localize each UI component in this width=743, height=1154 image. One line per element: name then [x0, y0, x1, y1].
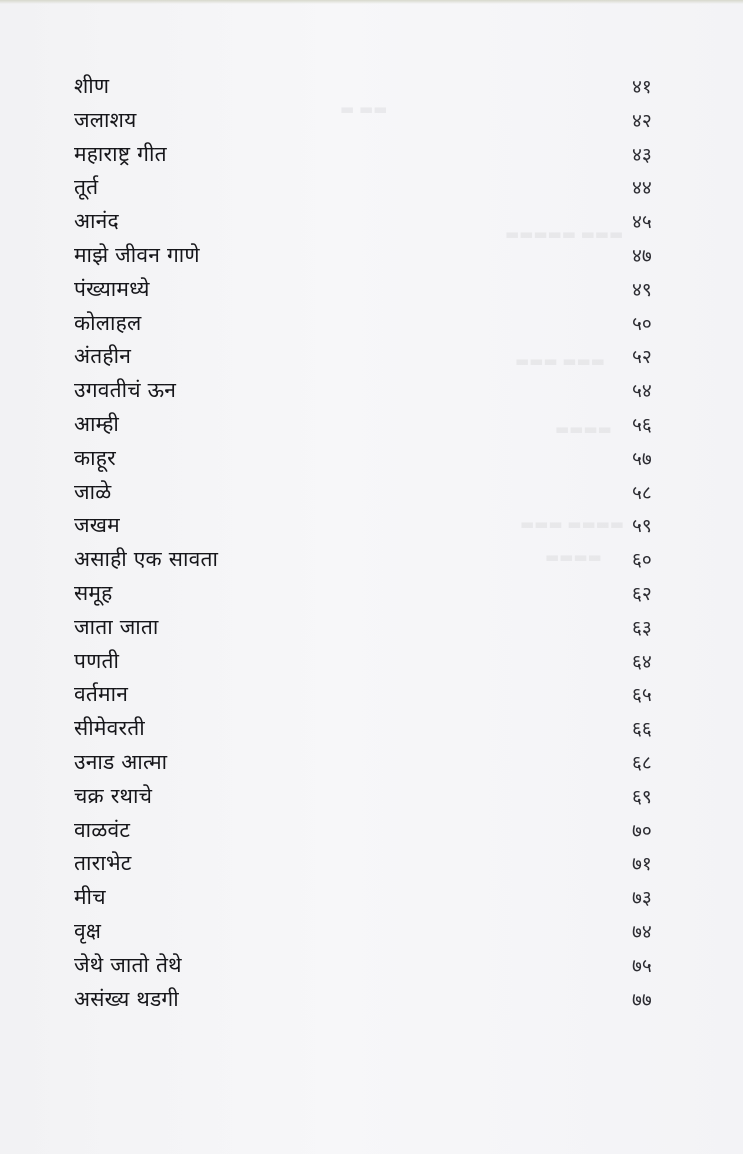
toc-entry: [74, 816, 672, 850]
toc-entry-page-number: ५४: [632, 380, 652, 403]
toc-entry-page-number: ७३: [632, 887, 652, 910]
toc-entry: [74, 951, 672, 985]
toc-entry-page-number: ४४: [632, 177, 652, 200]
toc-entry: [74, 545, 672, 579]
toc-entry-title: जखम: [74, 513, 120, 538]
toc-entry-title: माझे जीवन गाणे: [74, 242, 200, 267]
toc-entry-page-number: ५६: [632, 413, 652, 436]
toc-entry-title: शीण: [74, 74, 110, 98]
toc-entry-title: वर्तमान: [74, 682, 129, 707]
toc-entry-title: उगवतीचं ऊन: [74, 378, 177, 403]
toc-entry-page-number: ५०: [632, 312, 652, 335]
toc-entry-title: असंख्य थडगी: [74, 986, 179, 1011]
toc-entry: [74, 985, 672, 1019]
show-through-mark: ▬▬▬▬▬ ▬▬▬: [505, 225, 624, 243]
show-through-mark: ▬▬▬ ▬▬▬▬: [520, 515, 624, 533]
toc-entry-page-number: ५२: [632, 346, 652, 369]
toc-entry-page-number: ५९: [632, 515, 652, 538]
toc-entry: [74, 376, 672, 410]
toc-entry-title: काहूर: [74, 445, 116, 470]
toc-entry: [74, 72, 672, 106]
toc-entry-page-number: ७७: [632, 988, 652, 1011]
toc-entry-title: जाळे: [74, 479, 112, 504]
toc-entry-title: जलाशय: [74, 107, 137, 132]
toc-entry: [74, 106, 672, 140]
toc-entry-title: आम्ही: [74, 411, 119, 436]
toc-entry: [74, 444, 672, 478]
toc-entry-page-number: ६९: [632, 785, 652, 808]
toc-entry-title: समूह: [74, 580, 113, 605]
toc-entry-page-number: ६३: [632, 616, 652, 639]
toc-entry-title: मीच: [74, 885, 106, 910]
toc-entry-page-number: ७०: [632, 819, 652, 842]
toc-entry-title: महाराष्ट्र गीत: [74, 141, 167, 166]
toc-entry-page-number: ४२: [632, 109, 652, 132]
toc-entry-page-number: ७१: [632, 853, 652, 876]
toc-entry: [74, 917, 672, 951]
toc-entry-title: जाता जाता: [74, 614, 159, 639]
toc-entry-page-number: ४५: [632, 211, 652, 234]
toc-entry-title: आनंद: [74, 209, 119, 234]
toc-entry: [74, 511, 672, 545]
toc-entry: [74, 309, 672, 343]
toc-entry-page-number: ४९: [632, 278, 652, 301]
toc-entry: [74, 478, 672, 512]
toc-entry: [74, 579, 672, 613]
toc-entry: [74, 883, 672, 917]
toc-entry-page-number: ६०: [632, 549, 652, 572]
toc-entry-page-number: ४७: [632, 244, 652, 267]
toc-entry-title: वृक्ष: [74, 918, 102, 943]
toc-entry-title: वाळवंट: [74, 817, 131, 842]
toc-entry-page-number: ४१: [632, 76, 652, 98]
toc-entry: [74, 173, 672, 207]
toc-entry-title: जेथे जातो तेथे: [74, 952, 182, 977]
toc-entry-page-number: ७४: [632, 920, 652, 943]
toc-entry-title: असाही एक सावता: [74, 547, 219, 572]
toc-entry: [74, 647, 672, 681]
toc-entry: [74, 410, 672, 444]
toc-entry: [74, 613, 672, 647]
show-through-mark: ▬▬▬▬: [555, 420, 612, 438]
toc-entry-page-number: ५७: [632, 447, 652, 470]
toc-entry-page-number: ४३: [632, 143, 652, 166]
toc-entry-title: सीमेवरती: [74, 716, 145, 741]
show-through-mark: ▬ ▬▬: [340, 100, 388, 118]
toc-entry-page-number: ६८: [632, 751, 652, 774]
toc-entry-page-number: ६२: [632, 582, 652, 605]
toc-entry-title: उनाड आत्मा: [74, 749, 168, 774]
toc-entry-page-number: ५८: [632, 481, 652, 504]
toc-entry-page-number: ६५: [632, 684, 652, 707]
toc-entry: [74, 782, 672, 816]
toc-entry-page-number: ६६: [632, 718, 652, 741]
toc-entry-title: चक्र रथाचे: [74, 783, 153, 808]
toc-entry-title: कोलाहल: [74, 310, 142, 335]
toc-entry-title: अंतहीन: [74, 344, 132, 369]
toc-entry: [74, 680, 672, 714]
toc-entry: [74, 342, 672, 376]
toc-entry: [74, 241, 672, 275]
toc-entry-title: पणती: [74, 648, 120, 673]
toc-entry-title: पंख्यामध्ये: [74, 276, 150, 301]
toc-entry-page-number: ६४: [632, 650, 652, 673]
show-through-mark: ▬▬▬▬: [545, 548, 602, 566]
toc-entry-page-number: ७५: [632, 954, 652, 977]
toc-entry: [74, 275, 672, 309]
toc-entry: [74, 748, 672, 782]
toc-entry: [74, 140, 672, 174]
page-top-edge: [0, 0, 743, 4]
toc-entry: [74, 207, 672, 241]
show-through-mark: ▬▬▬ ▬▬▬: [515, 352, 605, 370]
table-of-contents: [74, 72, 672, 1018]
toc-entry-title: तूर्त: [74, 175, 99, 200]
toc-entry: [74, 849, 672, 883]
toc-entry-title: ताराभेट: [74, 851, 132, 876]
toc-entry: [74, 714, 672, 748]
